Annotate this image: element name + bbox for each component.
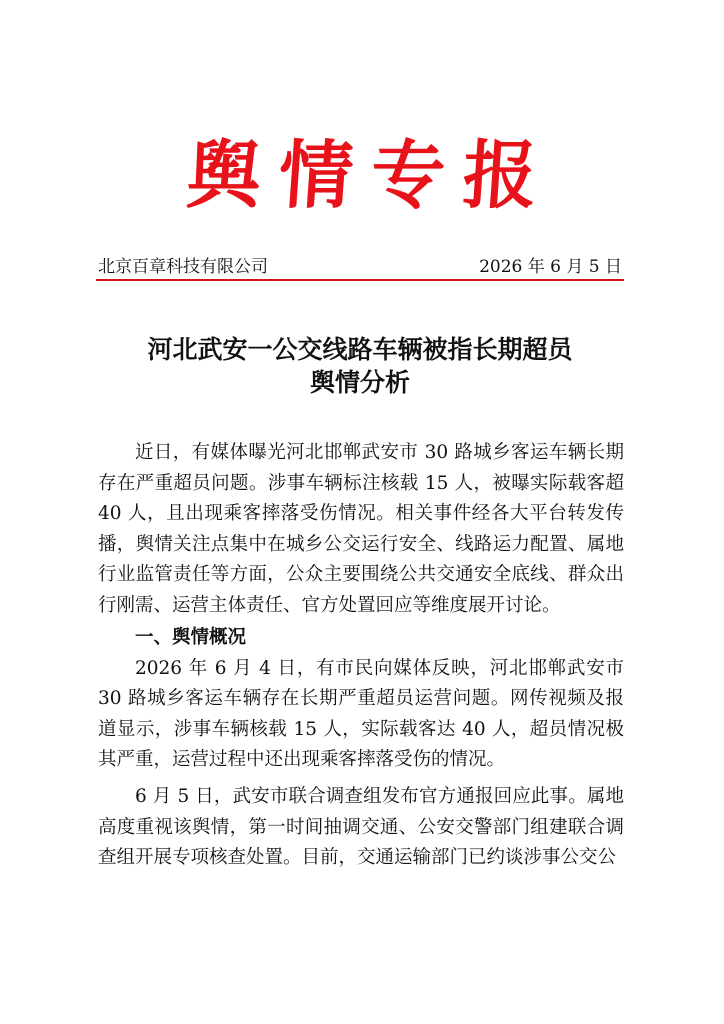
section-heading-overview: 一、舆情概况 <box>135 626 247 648</box>
issuing-organization: 北京百章科技有限公司 <box>98 257 268 277</box>
document-body <box>98 438 624 874</box>
intro-paragraph: 近日，有媒体曝光河北邯郸武安市 30 路城乡客运车辆长期存在严重超员问题。涉事车辆标注核载 15 人，被曝实际载客超 40 人，且出现乘客摔落受伤情况。相关事件经各大平台转发传播，舆情关注点集中在城乡公交运行安全、线路运力配置、属地行业监管责任等方面，公众主要围绕公共交通安全底线、群众出行刚需、运营主体责任、官方处置回应等维度展开讨论。 <box>98 442 624 616</box>
document-title-line-2: 舆情分析 <box>309 368 410 397</box>
document-title <box>96 333 624 399</box>
masthead-title: 舆情专报 <box>183 133 559 219</box>
issue-date: 2026 年 6 月 5 日 <box>479 257 622 277</box>
document-title-line-1: 河北武安一公交线路车辆被指长期超员 <box>147 335 573 364</box>
document-header <box>96 255 624 279</box>
overview-paragraph-1: 2026 年 6 月 4 日，有市民向媒体反映，河北邯郸武安市 30 路城乡客运车辆存在长期严重超员运营问题。网传视频及报道显示，涉事车辆核载 15 人，实际载客达 40 人，超员情况极其严重，运营过程中还出现乘客摔落受伤的情况。 <box>98 657 624 771</box>
overview-paragraph-2: 6 月 5 日，武安市联合调查组发布官方通报回应此事。属地高度重视该舆情，第一时间抽调交通、公安交警部门组建联合调查组开展专项核查处置。目前，交通运输部门已约谈涉事公交公 <box>98 785 624 869</box>
header-divider <box>96 279 624 281</box>
